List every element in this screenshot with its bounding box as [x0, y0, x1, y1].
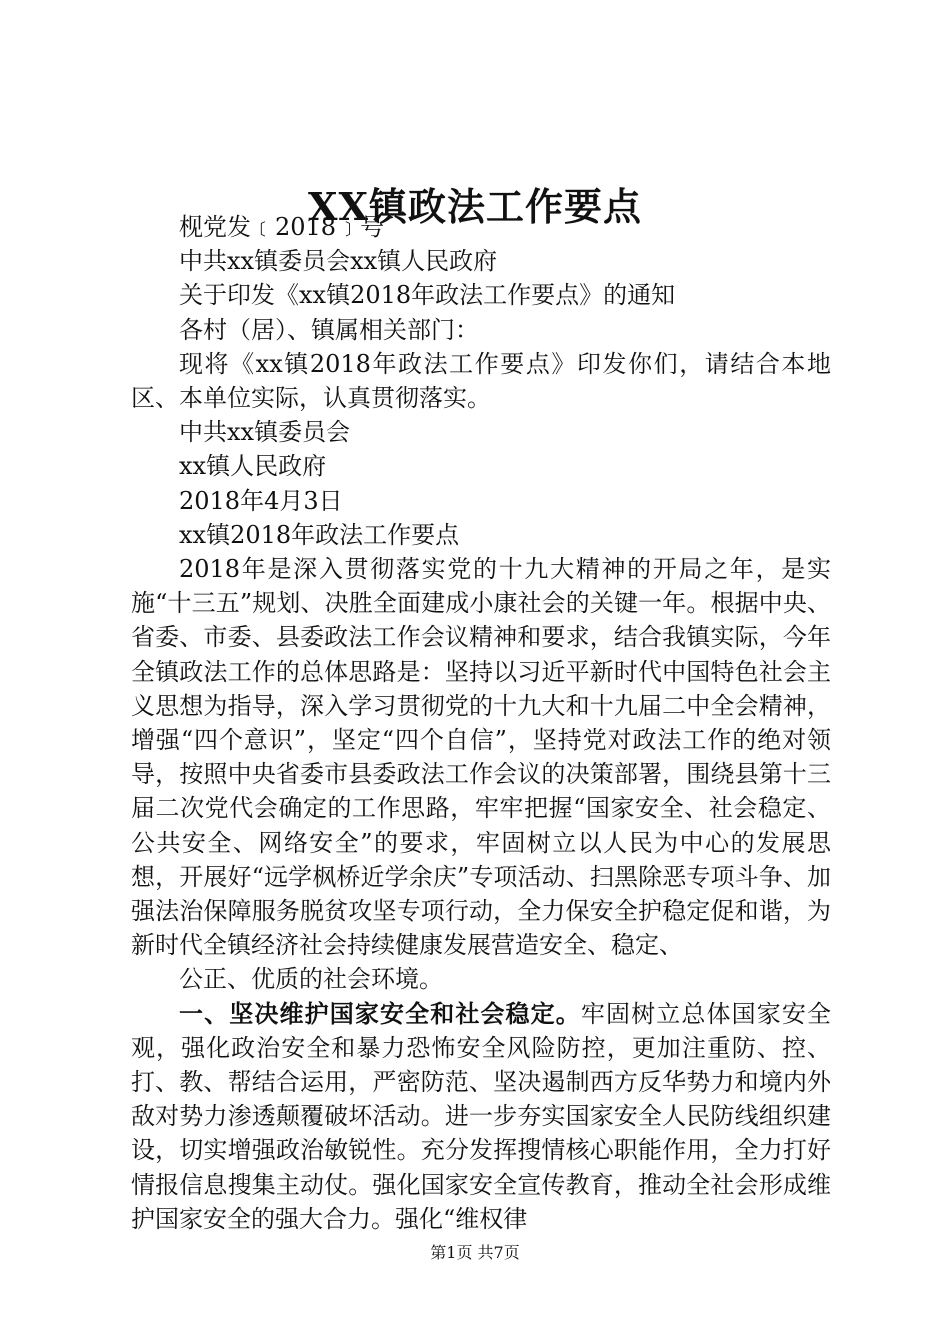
- doc-number: 枧党发﹝2018﹞号: [179, 213, 385, 241]
- subtitle: xx镇2018年政法工作要点: [179, 520, 460, 549]
- addressee-line: 各村（居）、镇属相关部门：: [179, 315, 479, 344]
- issue-date: 2018年4月3日: [179, 486, 343, 515]
- document-title: XX镇政法工作要点: [308, 184, 642, 229]
- issuer-line: 中共xx镇委员会xx镇人民政府: [179, 247, 498, 276]
- intro-paragraph: 2018年是深入贯彻落实党的十九大精神的开局之年，是实施“十三五”规划、决胜全面建成小康社会的关键一年。根据中央、省委、市委、县委政法工作会议精神和要求，结合我镇实际，今年全镇政法工作的总体思路是：坚持以习近平新时代中国特色社会主义思想为指导，深入学习贯彻党的十九大和十九届二中全会精神，增强“四个意识”，坚定“四个自信”，坚持党对政法工作的绝对领导，按照中央省委市县委政法工作会议的决策部署，围绕县第十三届二次党代会确定的工作思路，牢牢把握“国家安全、社会稳定、公共安全、网络安全”的要求，牢固树立以人民为中心的发展思想，开展好“远学枫桥近学余庆”专项活动、扫黑除恶专项斗争、加强法治保障服务脱贫攻坚专项行动，全力保安全护稳定促和谐，为新时代全镇经济社会持续健康发展营造安全、稳定、: [131, 555, 831, 960]
- notice-body: 现将《xx镇2018年政法工作要点》印发你们，请结合本地区、本单位实际，认真贯彻落实。: [131, 349, 831, 413]
- intro-paragraph-end: 公正、优质的社会环境。: [179, 965, 443, 994]
- section-1-paragraph: [131, 997, 831, 1236]
- section-1-heading: 一、坚决维护国家安全和社会稳定。: [179, 998, 581, 1028]
- signer-government: xx镇人民政府: [179, 452, 327, 481]
- notice-title: 关于印发《xx镇2018年政法工作要点》的通知: [179, 281, 676, 310]
- section-1-body: 牢固树立总体国家安全观，强化政治安全和暴力恐怖安全风险防控，更加注重防、控、打、教、帮结合运用，严密防范、坚决遏制西方反华势力和境内外敌对势力渗透颠覆破坏活动。进一步夯实国家安全人民防线组织建设，切实增强政治敏锐性。充分发挥搜情核心职能作用，全力打好情报信息搜集主动仗。强化国家安全宣传教育，推动全社会形成维护国家安全的强大合力。强化“维权律: [131, 999, 832, 1233]
- signer-party: 中共xx镇委员会: [179, 418, 351, 447]
- document-body: [131, 210, 831, 1236]
- page-number: 第1页 共7页: [430, 1243, 520, 1262]
